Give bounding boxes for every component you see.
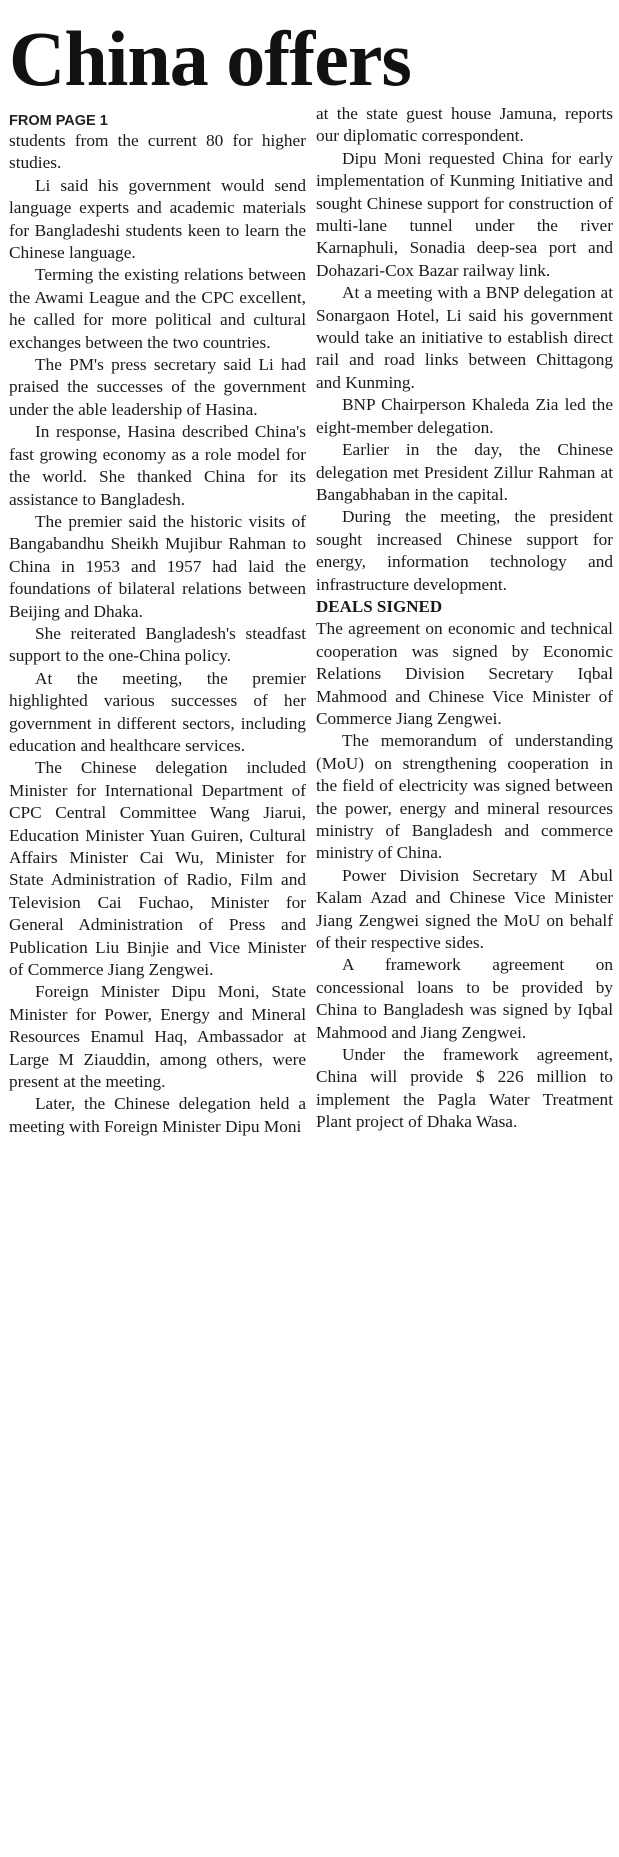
- paragraph: Later, the Chinese delegation held a meeting with Foreign Minister Dipu Moni: [9, 1094, 306, 1136]
- paragraph: Earlier in the day, the Chinese delegation met President Zillur Rahman at Bangabhaban in the capital.: [316, 440, 613, 504]
- paragraph: students from the current 80 for higher studies.: [9, 131, 306, 173]
- paragraph: In response, Hasina described China's fast growing economy as a role model for the world. She thanked China for its assistance to Bangladesh.: [9, 422, 306, 509]
- paragraph: The PM's press secretary said Li had praised the successes of the government under the able leadership of Hasina.: [9, 355, 306, 419]
- right-column: [316, 103, 613, 1138]
- paragraph: She reiterated Bangladesh's steadfast support to the one-China policy.: [9, 623, 306, 666]
- left-column: [9, 108, 306, 1138]
- headline: China offers: [9, 15, 411, 102]
- paragraph: A framework agreement on concessional loans to be provided by China to Bangladesh was signed by Iqbal Mahmood and Jiang Zengwei.: [316, 955, 613, 1042]
- paragraph: During the meeting, the president sought increased Chinese support for energy, information technology and infrastructure development.: [316, 507, 613, 594]
- paragraph: The agreement on economic and technical cooperation was signed by Economic Relations Division Secretary Iqbal Mahmood and Chinese Vice Minister of Commerce Jiang Zengwei.: [316, 619, 613, 728]
- article-body: [9, 104, 613, 1138]
- paragraph: Terming the existing relations between the Awami League and the CPC excellent, he called for more political and cultural exchanges between the two countries.: [9, 265, 306, 352]
- paragraph: At the meeting, the premier highlighted various successes of her government in different sectors, including education and healthcare services.: [9, 668, 306, 755]
- paragraph: Power Division Secretary M Abul Kalam Azad and Chinese Vice Minister Jiang Zengwei signed the MoU on behalf of their respective sides.: [316, 865, 613, 953]
- paragraph: at the state guest house Jamuna, reports our diplomatic correspondent.: [316, 104, 613, 146]
- paragraph: BNP Chairperson Khaleda Zia led the eight-member delegation.: [316, 395, 613, 437]
- paragraph: Foreign Minister Dipu Moni, State Minister for Power, Energy and Mineral Resources Enamul Haq, Ambassador at Large M Ziauddin, among others, were present at the meeting.: [9, 982, 306, 1092]
- paragraph: The memorandum of understanding (MoU) on strengthening cooperation in the field of electricity was signed between the power, energy and mineral resources ministry of Bangladesh and commerce ministry of China.: [316, 731, 613, 863]
- paragraph: Dipu Moni requested China for early implementation of Kunming Initiative and sought Chinese support for construction of multi-lane tunnel under the river Karnaphuli, Sonadia deep-sea port and Dohazari-Cox Bazar railway link.: [316, 148, 613, 280]
- paragraph: The Chinese delegation included Minister for International Department of CPC Central Committee Wang Jiarui, Education Minister Yuan Guiren, Cultural Affairs Minister Cai Wu, Minister for State Administration of Radio, Film and Television Cai Fuchao, Minister for General Administration of Press and Publication Liu Binjie and Vice Minister of Commerce Jiang Zengwei.: [9, 758, 306, 980]
- paragraph: At a meeting with a BNP delegation at Sonargaon Hotel, Li said his government would take an initiative to establish direct rail and road links between Chittagong and Kunming.: [316, 283, 613, 392]
- paragraph: Under the framework agreement, China will provide $ 226 million to implement the Pagla Water Treatment Plant project of Dhaka Wasa.: [316, 1045, 613, 1132]
- subheading: DEALS SIGNED: [316, 596, 443, 616]
- paragraph: The premier said the historic visits of Bangabandhu Sheikh Mujibur Rahman to China in 1953 and 1957 had laid the foundations of bilateral relations between Beijing and Dhaka.: [9, 511, 306, 621]
- paragraph: Li said his government would send language experts and academic materials for Bangladeshi students keen to learn the Chinese language.: [9, 175, 306, 263]
- kicker: FROM PAGE 1: [9, 113, 108, 129]
- newspaper-clipping: [0, 16, 619, 1857]
